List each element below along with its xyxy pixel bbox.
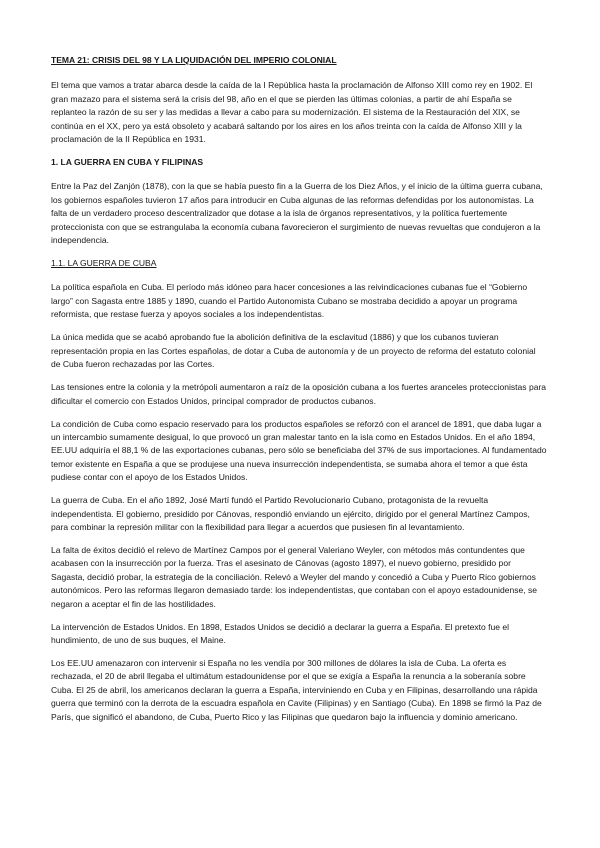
body-paragraph: Los EE.UU amenazaron con intervenir si España no les vendía por 300 millones de dólares la isla de Cuba. La oferta es rechazada, el 20 de abril llegaba el ultimátum estadounidense por el que se exigía a España la renuncia a la soberanía sobre Cuba. El 25 de abril, los americanos declaran la guerra a España, interviniendo en Cuba y en Filipinas, desarrollando una rápida guerra que terminó con la derrota de la escuadra española en Cavite (Filipinas) y en Santiago (Cuba). En 1898 se firmó la Paz de París, que significó el abandono, de Cuba, Puerto Rico y las Filipinas que quedaron bajo la influencia y dominio americano. [51,657,542,722]
document-title: TEMA 21: CRISIS DEL 98 Y LA LIQUIDACIÓN DEL IMPERIO COLONIAL [51,55,337,65]
body-paragraph: La política española en Cuba. El período más idóneo para hacer concesiones a las reivindicaciones cubanas fue el “Gobierno largo” con Sagasta entre 1885 y 1890, cuando el Partido Autonomista Cubano se mostraba decidido a apoyar un programa reformista, que restase fuerza y apoyos sociales a los independentistas. [51,282,528,320]
subsection-heading: 1.1. LA GUERRA DE CUBA [51,258,157,269]
body-paragraph: La falta de éxitos decidió el relevo de Martínez Campos por el general Valeriano Weyler, con métodos más contundentes que acabasen con la insurrección por la fuerza. Tras el asesinato de Cánovas (agosto 1897), el nuevo gobierno, presidido por Sagasta, decidió probar, la estrategia de la conciliación. Relevó a Weyler del mando y concedió a Cuba y Puerto Rico gobiernos autonómicos. Pero las reformas llegaron demasiado tarde: los independentistas, que contaban con el apoyo estadounidense, se negaron a aceptar el fin de las hostilidades. [51,544,538,609]
intro-paragraph: El tema que vamos a tratar abarca desde la caída de la I República hasta la proclamación de Alfonso XIII como rey en 1902. El gran mazazo para el sistema será la crisis del 98, año en el que se pierden las últimas colonias, a partir de ahí España se replanteo la razón de su ser y las medidas a llevar a cabo para su modernización. El sistema de la Restauración del XIX, se continúa en el XX, pero ya está obsoleto y acabará saltando por los aires en los años treinta con la caída de Alfonso XIII y la proclamación de la II República en 1931. [51,80,533,145]
body-paragraph: La única medida que se acabó aprobando fue la abolición definitiva de la esclavitud (1886) y que los cubanos tuvieran representación propia en las Cortes españolas, de dotar a Cuba de autonomía y de un proyecto de reforma del estatuto colonial de Cuba fueron rechazadas por las Cortes. [51,332,536,370]
document-page [51,54,547,734]
body-paragraph: La condición de Cuba como espacio reservado para los productos españoles se reforzó con el arancel de 1891, que daba lugar a un intercambio sumamente desigual, lo que provocó un gran malestar tanto en la isla como en Estados Unidos. En el año 1894, EE.UU adquiría el 88,1 % de las exportaciones cubanas, pero sólo se beneficiaba del 37% de sus importaciones. Al fundamentado temor existente en España a que se produjese una nueva insurrección independentista, se sumaba ahora el temor a que ésta pudiese contar con el apoyo de los Estados Unidos. [51,418,547,483]
body-paragraph: La intervención de Estados Unidos. En 1898, Estados Unidos se decidió a declarar la guerra a España. El pretexto fue el hundimiento, de uno de sus buques, el Maine. [51,621,510,645]
body-paragraph: Las tensiones entre la colonia y la metrópoli aumentaron a raíz de la oposición cubana a los fuertes aranceles proteccionistas para dificultar el comercio con Estados Unidos, principal comprador de productos cubanos. [51,382,547,406]
section-paragraph: Entre la Paz del Zanjón (1878), con la que se había puesto fin a la Guerra de los Diez Años, y el inicio de la última guerra cubana, los gobiernos españoles tuvieron 17 años para introducir en Cuba algunas de las reformas defendidas por los autonomistas. La falta de un verdadero proceso descentralizador que dotase a la isla de órganos representativos, y la política fuertemente proteccionista con que se estrangulaba la economía cubana favorecieron el surgimiento de nuevas revueltas que condujeron a la independencia. [51,181,543,246]
body-paragraph: La guerra de Cuba. En el año 1892, José Martí fundó el Partido Revolucionario Cubano, protagonista de la revuelta independentista. El gobierno, presidido por Cánovas, respondió enviando un ejército, dirigido por el general Martínez Campos, para combinar la represión militar con la flexibilidad para llegar a acuerdos que pusiesen fin al levantamiento. [51,495,530,532]
section-heading: 1. LA GUERRA EN CUBA Y FILIPINAS [51,157,204,168]
